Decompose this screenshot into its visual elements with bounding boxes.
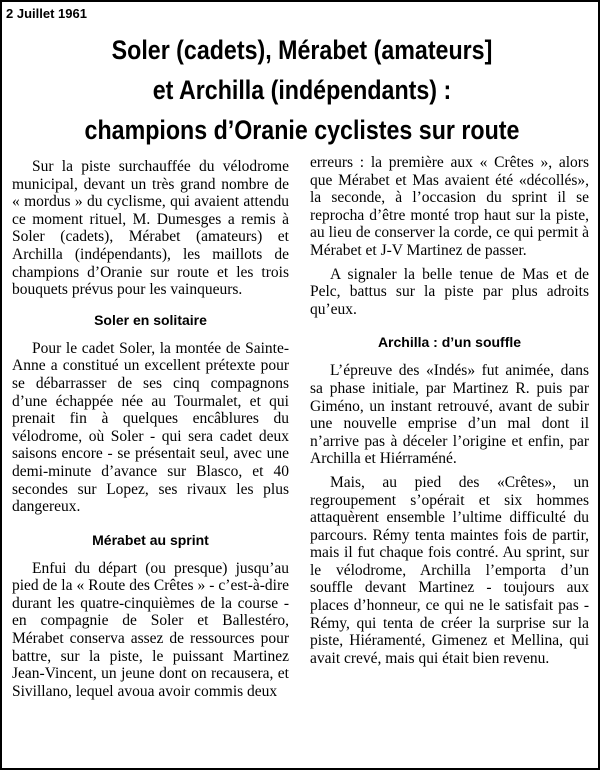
headline-line-1: Soler (cadets), Mérabet (amateurs] [111,35,493,65]
headline-line-2: et Archilla (indépendants) : [152,75,452,105]
article-headline [78,30,525,150]
headline-line-3: champions d’Oranie cyclistes sur route [84,115,520,145]
crests-paragraph: Mais, au pied des «Crêtes», un regroupement s’opérait et six hommes attaquèrent ensemble l’ultime difficulté du parcours. Rémy tenta maintes fois de partir, mais il fut chaque fois contré. Au sprint, sur le vélodrome, Archilla l’emporta d’un souffle devant Martinez - toujours aux places d’honneur, ce qui ne le satisfait pas - Rémy, qui tenta de créer la surprise sur la piste, Hiéramenté, Gimenez et Mellina, qui avait crevé, mais qui était bien revenu. [310,473,589,667]
subhead-soler: Soler en solitaire [94,311,207,328]
publication-date: 2 Juillet 1961 [6,6,87,21]
subhead-merabet: Mérabet au sprint [92,531,209,548]
merabet-paragraph: Enfui du départ (ou presque) jusqu’au pied de la « Route des Crêtes » - c’est-à-dire durant les quatre-cinquièmes de la course - en compagnie de Soler et Ballestéro, Mérabet conserva assez de ressources pour battre, sur la piste, le puissant Martinez Jean-Vincent, un jeune dont on recausera, et Sivillano, lequel avoua avoir commis deux [12,559,289,700]
indes-paragraph: L’épreuve des «Indés» fut animée, dans sa phase initiale, par Martinez R. puis par Giméno, un instant retrouvé, avant de subir une nouvelle emprise d’un mal dont il n’arrive pas à déceler l’origine et enfin, par Archilla et Hiérraméné. [310,362,589,468]
continuation-paragraph: erreurs : la première aux « Crêtes », alors que Mérabet et Mas avaient été «décollés», la seconde, à l’occasion du sprint il se reprocha d’être monté trop haut sur la piste, au lieu de conserver la corde, ce qui permit à Mérabet et J-V Martinez de passer. [310,154,589,259]
soler-paragraph: Pour le cadet Soler, la montée de Sainte-Anne a constitué un excellent prétexte pour se débarrasser de ses cinq compagnons d’une échappée née au Tourmalet, et qui prenait fin à quelques encâblures du vélodrome, où Soler - qui sera cadet deux saisons encore - se présentait seul, avec une demi-minute d’avance sur Blasco, et 40 secondes sur Lopez, ses rivaux les plus dangereux. [12,339,289,516]
intro-paragraph: Sur la piste surchauffée du vélodrome municipal, devant un très grand nombre de « mordus » du cyclisme, qui avaient attendu ce moment rituel, M. Dumesges a remis à Soler (cadets), Mérabet (amateurs) et Archilla (indépendants), les maillots de champions d’Oranie sur route et les trois bouquets prévus pour les vainqueurs. [12,158,289,299]
subhead-archilla: Archilla : d’un souffle [377,334,522,351]
left-column [12,158,289,700]
right-column [310,154,589,667]
mas-pelc-paragraph: A signaler la belle tenue de Mas et de Pelc, battus sur la piste par plus adroits qu’eux. [310,265,589,318]
